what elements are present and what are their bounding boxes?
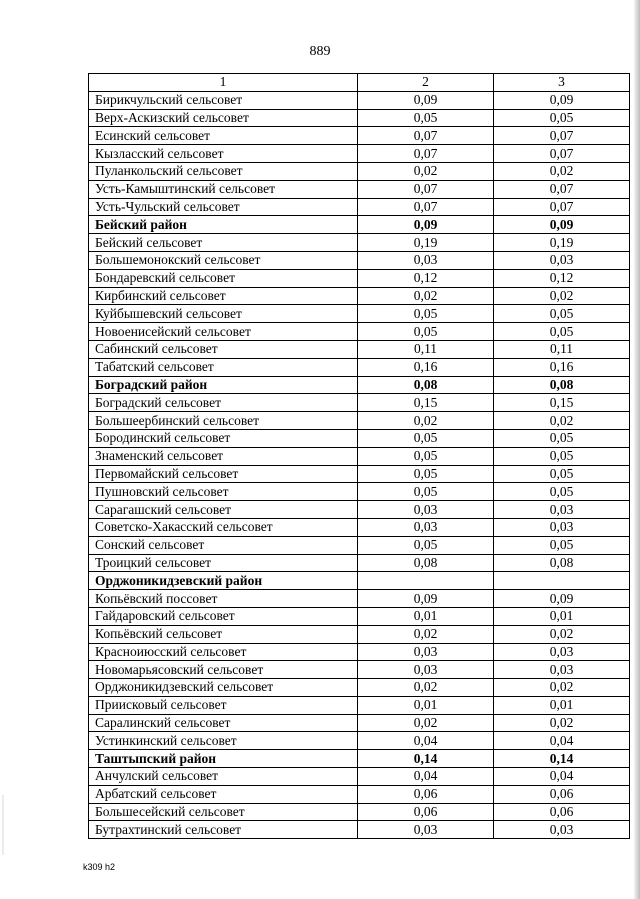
cell-col-2: 0,01 [358, 696, 494, 714]
cell-col-3: 0,04 [494, 768, 630, 786]
cell-col-3: 0,09 [494, 216, 630, 234]
cell-name: Бондаревский сельсовет [89, 269, 358, 287]
table-row [89, 287, 630, 305]
cell-col-3: 0,09 [494, 91, 630, 109]
cell-name: Бирикчульский сельсовет [89, 91, 358, 109]
cell-name: Копьёвский сельсовет [89, 625, 358, 643]
cell-col-3: 0,03 [494, 661, 630, 679]
table-row [89, 162, 630, 180]
table-row [89, 679, 630, 697]
cell-col-2: 0,03 [358, 821, 494, 839]
cell-col-3: 0,12 [494, 269, 630, 287]
table-row [89, 483, 630, 501]
cell-col-3: 0,02 [494, 679, 630, 697]
table-row [89, 180, 630, 198]
table-row [89, 127, 630, 145]
cell-name: Анчулский сельсовет [89, 768, 358, 786]
table-row [89, 429, 630, 447]
table-row [89, 269, 630, 287]
cell-col-3: 0,01 [494, 696, 630, 714]
cell-name: Пуланкольский сельсовет [89, 162, 358, 180]
cell-name: Троицкий сельсовет [89, 554, 358, 572]
cell-col-3: 0,16 [494, 358, 630, 376]
cell-name: Копьёвский поссовет [89, 590, 358, 608]
cell-col-2: 0,11 [358, 340, 494, 358]
table-row [89, 518, 630, 536]
cell-col-2 [358, 572, 494, 590]
cell-name: Большесейский сельсовет [89, 803, 358, 821]
cell-col-2: 0,05 [358, 429, 494, 447]
cell-col-3: 0,14 [494, 750, 630, 768]
cell-col-3: 0,09 [494, 590, 630, 608]
cell-name: Большемонокский сельсовет [89, 251, 358, 269]
district-row [89, 572, 630, 590]
table-row [89, 234, 630, 252]
cell-name: Бородинский сельсовет [89, 429, 358, 447]
cell-col-3: 0,05 [494, 447, 630, 465]
cell-col-2: 0,01 [358, 607, 494, 625]
cell-col-3: 0,02 [494, 625, 630, 643]
cell-col-3: 0,06 [494, 785, 630, 803]
cell-col-2: 0,16 [358, 358, 494, 376]
table-row [89, 643, 630, 661]
cell-col-2: 0,07 [358, 198, 494, 216]
cell-name: Верх-Аскизский сельсовет [89, 109, 358, 127]
cell-col-3: 0,03 [494, 821, 630, 839]
cell-col-3: 0,02 [494, 714, 630, 732]
cell-name: Орджоникидзевский сельсовет [89, 679, 358, 697]
cell-col-3: 0,03 [494, 501, 630, 519]
cell-name: Боградский сельсовет [89, 394, 358, 412]
district-row [89, 376, 630, 394]
cell-col-2: 0,05 [358, 305, 494, 323]
cell-col-2: 0,05 [358, 536, 494, 554]
cell-col-3: 0,07 [494, 198, 630, 216]
cell-name: Табатский сельсовет [89, 358, 358, 376]
cell-col-2: 0,15 [358, 394, 494, 412]
cell-col-2: 0,09 [358, 216, 494, 234]
cell-col-3: 0,03 [494, 251, 630, 269]
cell-col-2: 0,09 [358, 590, 494, 608]
table-row [89, 198, 630, 216]
cell-name: Таштыпский район [89, 750, 358, 768]
cell-col-2: 0,02 [358, 714, 494, 732]
cell-name: Новоенисейский сельсовет [89, 323, 358, 341]
cell-col-2: 0,07 [358, 145, 494, 163]
cell-name: Кызласский сельсовет [89, 145, 358, 163]
table-row [89, 447, 630, 465]
cell-col-3: 0,06 [494, 803, 630, 821]
cell-col-2: 0,07 [358, 127, 494, 145]
table-header-row [89, 74, 630, 92]
table-row [89, 501, 630, 519]
cell-col-3: 0,08 [494, 554, 630, 572]
cell-name: Бейский район [89, 216, 358, 234]
cell-col-2: 0,12 [358, 269, 494, 287]
table-row [89, 625, 630, 643]
cell-col-3: 0,05 [494, 429, 630, 447]
cell-name: Советско-Хакасский сельсовет [89, 518, 358, 536]
cell-col-2: 0,05 [358, 465, 494, 483]
cell-col-3: 0,03 [494, 518, 630, 536]
table-row [89, 785, 630, 803]
cell-col-3: 0,05 [494, 483, 630, 501]
cell-col-3: 0,04 [494, 732, 630, 750]
cell-name: Усть-Чульский сельсовет [89, 198, 358, 216]
cell-col-3: 0,11 [494, 340, 630, 358]
cell-name: Гайдаровский сельсовет [89, 607, 358, 625]
table-row [89, 340, 630, 358]
cell-col-2: 0,14 [358, 750, 494, 768]
table-row [89, 323, 630, 341]
cell-name: Саралинский сельсовет [89, 714, 358, 732]
cell-col-2: 0,02 [358, 162, 494, 180]
cell-col-2: 0,03 [358, 251, 494, 269]
cell-name: Усть-Камыштинский сельсовет [89, 180, 358, 198]
cell-col-3: 0,02 [494, 412, 630, 430]
cell-col-3: 0,07 [494, 145, 630, 163]
table-row [89, 305, 630, 323]
table-row [89, 536, 630, 554]
cell-name: Устинкинский сельсовет [89, 732, 358, 750]
table-row [89, 821, 630, 839]
district-row [89, 216, 630, 234]
footer-code: k309 h2 [83, 862, 116, 872]
table-row [89, 91, 630, 109]
cell-col-3 [494, 572, 630, 590]
cell-name: Пушновский сельсовет [89, 483, 358, 501]
cell-name: Сонский сельсовет [89, 536, 358, 554]
cell-col-2: 0,06 [358, 803, 494, 821]
table-row [89, 251, 630, 269]
table-row [89, 714, 630, 732]
cell-col-3: 0,01 [494, 607, 630, 625]
cell-col-2: 0,09 [358, 91, 494, 109]
cell-col-2: 0,04 [358, 768, 494, 786]
table-row [89, 590, 630, 608]
table-body [89, 74, 630, 839]
cell-name: Новомарьясовский сельсовет [89, 661, 358, 679]
cell-col-2: 0,08 [358, 376, 494, 394]
cell-col-3: 0,19 [494, 234, 630, 252]
table-row [89, 661, 630, 679]
cell-col-3: 0,05 [494, 323, 630, 341]
cell-col-2: 0,03 [358, 501, 494, 519]
cell-name: Сабинский сельсовет [89, 340, 358, 358]
cell-name: Орджоникидзевский район [89, 572, 358, 590]
table-row [89, 696, 630, 714]
table-row [89, 768, 630, 786]
cell-col-3: 0,07 [494, 127, 630, 145]
header-col-3: 3 [494, 74, 630, 92]
cell-col-2: 0,05 [358, 323, 494, 341]
cell-col-2: 0,02 [358, 679, 494, 697]
cell-col-2: 0,06 [358, 785, 494, 803]
cell-name: Бейский сельсовет [89, 234, 358, 252]
cell-name: Бутрахтинский сельсовет [89, 821, 358, 839]
cell-col-3: 0,08 [494, 376, 630, 394]
cell-name: Сарагашский сельсовет [89, 501, 358, 519]
cell-name: Боградский район [89, 376, 358, 394]
cell-col-3: 0,07 [494, 180, 630, 198]
cell-col-3: 0,02 [494, 287, 630, 305]
cell-col-2: 0,05 [358, 109, 494, 127]
cell-col-2: 0,04 [358, 732, 494, 750]
cell-name: Кирбинский сельсовет [89, 287, 358, 305]
scan-mark [2, 795, 4, 855]
table-row [89, 732, 630, 750]
cell-col-2: 0,02 [358, 287, 494, 305]
cell-col-2: 0,08 [358, 554, 494, 572]
district-row [89, 750, 630, 768]
cell-col-3: 0,03 [494, 643, 630, 661]
cell-name: Куйбышевский сельсовет [89, 305, 358, 323]
cell-col-2: 0,03 [358, 518, 494, 536]
table-row [89, 803, 630, 821]
cell-col-2: 0,03 [358, 661, 494, 679]
table-row [89, 607, 630, 625]
data-table [88, 73, 630, 839]
table-row [89, 394, 630, 412]
table-row [89, 465, 630, 483]
cell-col-3: 0,05 [494, 536, 630, 554]
cell-col-3: 0,15 [494, 394, 630, 412]
cell-name: Есинский сельсовет [89, 127, 358, 145]
table-row [89, 145, 630, 163]
table-row [89, 358, 630, 376]
page-number: 889 [309, 44, 331, 59]
scan-edge [634, 0, 640, 899]
table-row [89, 109, 630, 127]
header-col-2: 2 [358, 74, 494, 92]
cell-col-3: 0,05 [494, 305, 630, 323]
cell-col-2: 0,05 [358, 447, 494, 465]
cell-col-2: 0,05 [358, 483, 494, 501]
cell-name: Знаменский сельсовет [89, 447, 358, 465]
cell-name: Большеербинский сельсовет [89, 412, 358, 430]
cell-col-2: 0,07 [358, 180, 494, 198]
cell-col-2: 0,02 [358, 625, 494, 643]
cell-col-3: 0,02 [494, 162, 630, 180]
header-col-1: 1 [89, 74, 358, 92]
cell-col-3: 0,05 [494, 109, 630, 127]
cell-name: Первомайский сельсовет [89, 465, 358, 483]
cell-col-2: 0,02 [358, 412, 494, 430]
cell-col-2: 0,03 [358, 643, 494, 661]
table-row [89, 412, 630, 430]
cell-name: Красноиюсский сельсовет [89, 643, 358, 661]
cell-name: Приисковый сельсовет [89, 696, 358, 714]
cell-col-3: 0,05 [494, 465, 630, 483]
cell-col-2: 0,19 [358, 234, 494, 252]
table-row [89, 554, 630, 572]
cell-name: Арбатский сельсовет [89, 785, 358, 803]
